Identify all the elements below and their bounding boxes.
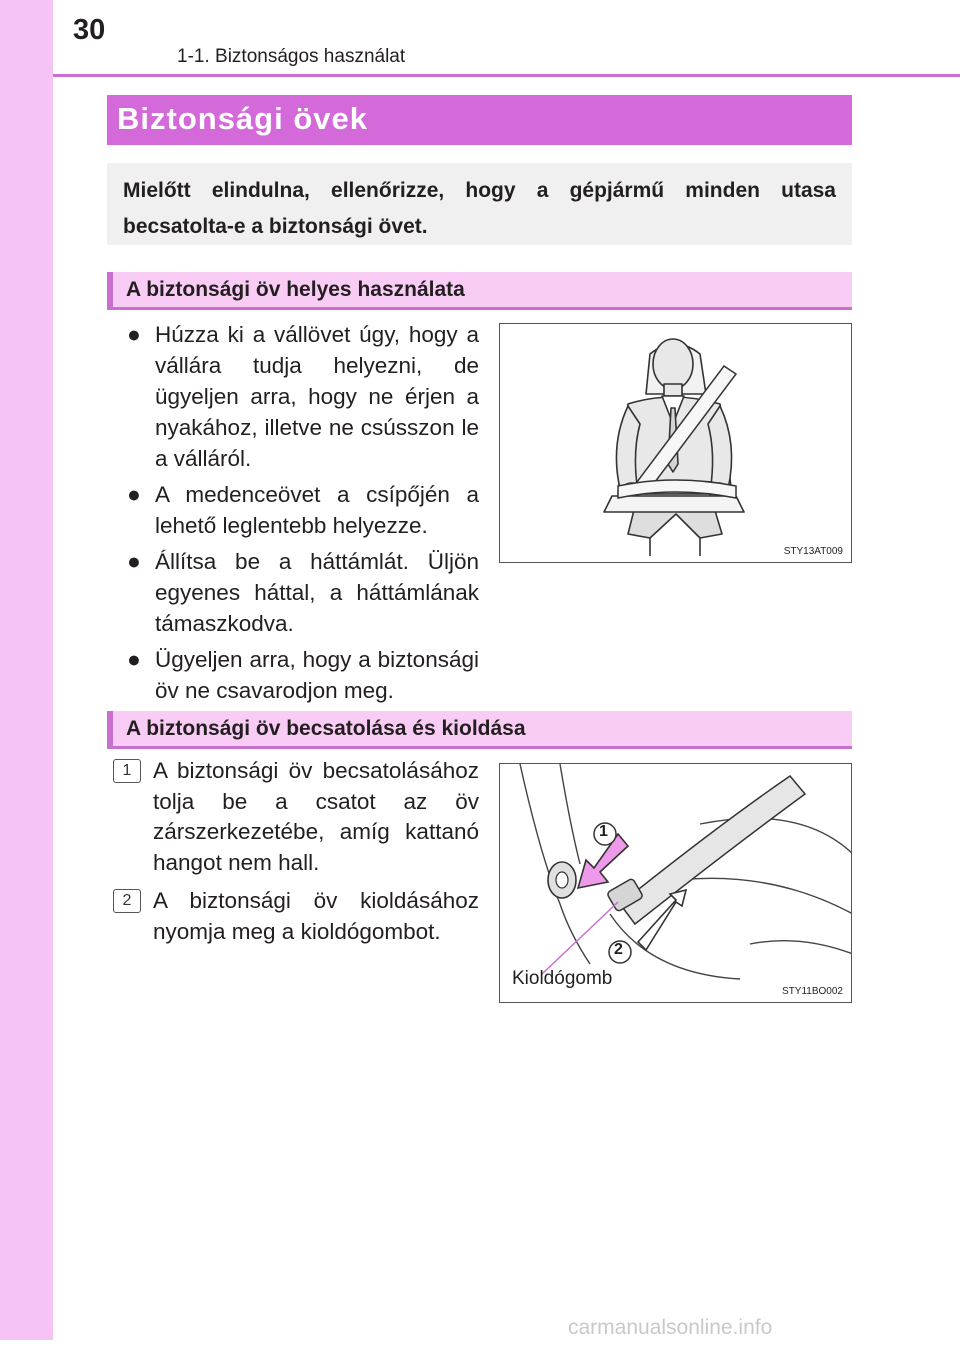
bullet-dot-icon: ●: [127, 481, 141, 507]
page-title-bar: [107, 95, 852, 145]
chapter-title: 1-1. Biztonságos használat: [177, 46, 406, 67]
bullet-dot-icon: ●: [127, 321, 141, 347]
list-item: [113, 756, 479, 878]
header-divider: [53, 74, 960, 77]
bullet-text: A medenceövet a csípőjén a lehető leglentebb helyezze.: [155, 482, 479, 538]
chapter-side-strip: [0, 0, 53, 1340]
page-title: Biztonsági övek: [117, 101, 368, 136]
callout-2: 2: [614, 941, 623, 958]
callout-1: 1: [599, 823, 608, 840]
buckle-figure: [499, 763, 852, 1003]
list-item: [127, 546, 479, 639]
seated-person-illustration: [500, 324, 852, 563]
bullet-dot-icon: ●: [127, 646, 141, 672]
step-number-badge: 1: [113, 759, 141, 783]
list-item: [127, 319, 479, 474]
watermark: carmanualsonline.info: [568, 1316, 773, 1339]
section-heading-fasten-release: [107, 711, 852, 749]
section-heading-text: A biztonsági öv becsatolása és kioldása: [126, 717, 526, 740]
intro-box: [107, 163, 852, 245]
list-item: [113, 886, 479, 947]
bullet-dot-icon: ●: [127, 548, 141, 574]
step-list: [113, 756, 479, 955]
release-button-label: Kioldógomb: [512, 968, 613, 989]
intro-text: Mielőtt elindulna, ellenőrizze, hogy a gépjármű minden utasa becsatolta-e a biztonsági övet.: [123, 179, 836, 238]
seated-person-figure: [499, 323, 852, 563]
list-item: [127, 644, 479, 706]
step-text: A biztonsági öv becsatolásához tolja be a csatot az öv zárszerkezetébe, amíg kattanó hangot nem hall.: [153, 758, 479, 875]
bullet-text: Ügyeljen arra, hogy a biztonsági öv ne csavarodjon meg.: [155, 647, 479, 703]
step-number-badge: 2: [113, 889, 141, 913]
step-text: A biztonsági öv kioldásához nyomja meg a kioldógombot.: [153, 888, 479, 944]
figure-code: STY13AT009: [783, 546, 843, 557]
bullet-text: Állítsa be a háttámlát. Üljön egyenes háttal, a háttámlának támaszkodva.: [155, 549, 479, 636]
bullet-text: Húzza ki a vállövet úgy, hogy a vállára tudja helyezni, de ügyeljen arra, hogy ne érjen a nyakához, illetve ne csússzon le a válláról.: [155, 322, 479, 471]
figure-code: STY11BO002: [782, 986, 843, 997]
section-heading-correct-use: [107, 272, 852, 310]
list-item: [127, 479, 479, 541]
page-number: 30: [73, 14, 106, 46]
bullet-list: [127, 319, 479, 711]
section-heading-text: A biztonsági öv helyes használata: [126, 278, 465, 301]
